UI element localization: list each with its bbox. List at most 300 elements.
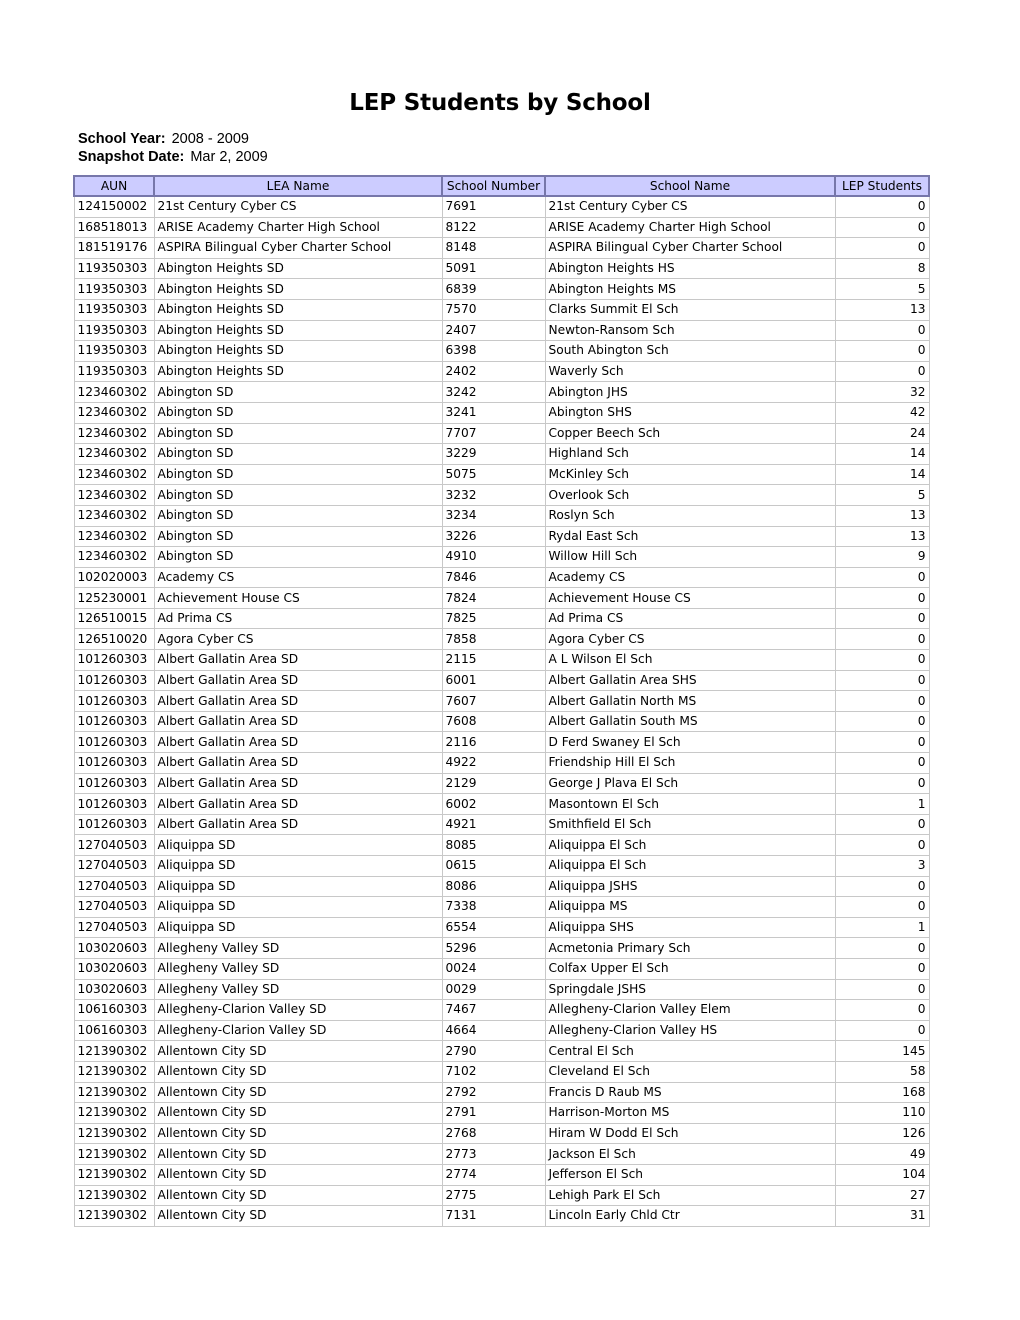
school-name-cell: Hiram W Dodd El Sch [545,1123,835,1144]
table-row [74,1020,929,1041]
lea-name-cell: Allentown City SD [154,1185,442,1206]
school-number-cell: 0615 [442,856,545,877]
aun-cell: 121390302 [74,1082,154,1103]
lea-name-cell: Allentown City SD [154,1206,442,1227]
lep-students-cell: 0 [835,238,929,259]
school-name-cell: Colfax Upper El Sch [545,958,835,979]
aun-cell: 119350303 [74,361,154,382]
table-row [74,629,929,650]
lea-name-cell: Albert Gallatin Area SD [154,650,442,671]
aun-cell: 123460302 [74,382,154,403]
lea-name-cell: Allentown City SD [154,1082,442,1103]
table-row [74,753,929,774]
aun-cell: 101260303 [74,753,154,774]
table-row [74,711,929,732]
school-number-cell: 3229 [442,444,545,465]
school-name-cell: Allegheny-Clarion Valley Elem [545,1000,835,1021]
table-row [74,238,929,259]
lep-students-cell: 24 [835,423,929,444]
lea-name-cell: Allentown City SD [154,1123,442,1144]
school-number-cell: 4922 [442,753,545,774]
lep-students-cell: 13 [835,299,929,320]
table-row [74,1144,929,1165]
lep-students-cell: 31 [835,1206,929,1227]
school-number-cell: 2407 [442,320,545,341]
table-row [74,917,929,938]
school-name-cell: Clarks Summit El Sch [545,299,835,320]
school-number-cell: 7570 [442,299,545,320]
lea-name-cell: Aliquippa SD [154,876,442,897]
school-number-cell: 7691 [442,196,545,217]
table-row [74,299,929,320]
lea-name-cell: Aliquippa SD [154,856,442,877]
school-number-cell: 0029 [442,979,545,1000]
snapshot-date-label: Snapshot Date: [78,149,185,165]
school-name-cell: Albert Gallatin South MS [545,711,835,732]
lea-name-cell: Albert Gallatin Area SD [154,691,442,712]
aun-cell: 123460302 [74,444,154,465]
aun-cell: 123460302 [74,505,154,526]
lep-students-cell: 0 [835,979,929,1000]
school-number-cell: 2116 [442,732,545,753]
school-name-cell: D Ferd Swaney El Sch [545,732,835,753]
school-name-cell: McKinley Sch [545,464,835,485]
lea-name-cell: Abington SD [154,526,442,547]
school-name-cell: Smithfield El Sch [545,814,835,835]
lep-students-cell: 0 [835,814,929,835]
table-row [74,835,929,856]
school-number-cell: 4664 [442,1020,545,1041]
lea-name-cell: Allegheny Valley SD [154,938,442,959]
table-row [74,382,929,403]
lea-name-cell: Abington Heights SD [154,361,442,382]
school-year-value: 2008 - 2009 [171,131,249,147]
lep-students-cell: 5 [835,279,929,300]
lea-name-cell: Allentown City SD [154,1061,442,1082]
aun-cell: 127040503 [74,917,154,938]
school-name-cell: South Abington Sch [545,341,835,362]
school-name-cell: Friendship Hill El Sch [545,753,835,774]
lep-students-cell: 0 [835,711,929,732]
table-row [74,608,929,629]
school-number-cell: 7824 [442,588,545,609]
school-number-cell: 7338 [442,897,545,918]
column-header-aun: AUN [74,176,154,196]
aun-cell: 123460302 [74,526,154,547]
lep-students-cell: 0 [835,670,929,691]
table-row [74,485,929,506]
table-row [74,856,929,877]
lea-name-cell: Abington Heights SD [154,320,442,341]
table-row [74,1123,929,1144]
school-name-cell: Springdale JSHS [545,979,835,1000]
school-name-cell: Francis D Raub MS [545,1082,835,1103]
school-number-cell: 6002 [442,794,545,815]
lep-students-cell: 0 [835,650,929,671]
school-number-cell: 0024 [442,958,545,979]
school-name-cell: Abington JHS [545,382,835,403]
table-row [74,1000,929,1021]
table-row [74,217,929,238]
lea-name-cell: Abington SD [154,505,442,526]
aun-cell: 123460302 [74,402,154,423]
table-row [74,361,929,382]
aun-cell: 123460302 [74,485,154,506]
school-number-cell: 5296 [442,938,545,959]
lep-students-cell: 32 [835,382,929,403]
table-row [74,897,929,918]
aun-cell: 123460302 [74,547,154,568]
lea-name-cell: Abington SD [154,547,442,568]
school-name-cell: Masontown El Sch [545,794,835,815]
lea-name-cell: Abington SD [154,485,442,506]
aun-cell: 106160303 [74,1020,154,1041]
lea-name-cell: Aliquippa SD [154,897,442,918]
school-number-cell: 4921 [442,814,545,835]
school-name-cell: Lehigh Park El Sch [545,1185,835,1206]
aun-cell: 101260303 [74,794,154,815]
school-number-cell: 2115 [442,650,545,671]
table-row [74,691,929,712]
lep-students-cell: 42 [835,402,929,423]
school-name-cell: ARISE Academy Charter High School [545,217,835,238]
lep-students-cell: 0 [835,773,929,794]
table-row [74,423,929,444]
lea-name-cell: Aliquippa SD [154,917,442,938]
school-name-cell: George J Plava El Sch [545,773,835,794]
school-number-cell: 3241 [442,402,545,423]
lep-students-cell: 0 [835,732,929,753]
lep-students-cell: 14 [835,464,929,485]
lep-students-cell: 14 [835,444,929,465]
aun-cell: 101260303 [74,773,154,794]
table-row [74,650,929,671]
school-number-cell: 8086 [442,876,545,897]
table-row [74,258,929,279]
table-row [74,526,929,547]
lep-students-cell: 58 [835,1061,929,1082]
lep-students-cell: 0 [835,691,929,712]
lea-name-cell: Albert Gallatin Area SD [154,814,442,835]
school-name-cell: Albert Gallatin North MS [545,691,835,712]
table-row [74,464,929,485]
table-row [74,279,929,300]
lep-students-cell: 49 [835,1144,929,1165]
school-name-cell: Jefferson El Sch [545,1164,835,1185]
table-row [74,588,929,609]
table-row [74,196,929,217]
school-name-cell: ASPIRA Bilingual Cyber Charter School [545,238,835,259]
column-header-lep-students: LEP Students [835,176,929,196]
school-number-cell: 2773 [442,1144,545,1165]
lea-name-cell: Abington SD [154,423,442,444]
lea-name-cell: Abington Heights SD [154,258,442,279]
lea-name-cell: Albert Gallatin Area SD [154,732,442,753]
lep-students-cell: 3 [835,856,929,877]
school-number-cell: 7858 [442,629,545,650]
school-name-cell: Jackson El Sch [545,1144,835,1165]
school-name-cell: Agora Cyber CS [545,629,835,650]
aun-cell: 119350303 [74,279,154,300]
school-number-cell: 7825 [442,608,545,629]
school-name-cell: Ad Prima CS [545,608,835,629]
aun-cell: 101260303 [74,670,154,691]
aun-cell: 121390302 [74,1206,154,1227]
school-number-cell: 7102 [442,1061,545,1082]
lep-students-table [73,175,930,1227]
lea-name-cell: ASPIRA Bilingual Cyber Charter School [154,238,442,259]
school-name-cell: Willow Hill Sch [545,547,835,568]
lea-name-cell: Abington SD [154,402,442,423]
lea-name-cell: Allegheny-Clarion Valley SD [154,1000,442,1021]
lep-students-cell: 9 [835,547,929,568]
table-row [74,1041,929,1062]
lea-name-cell: Allentown City SD [154,1041,442,1062]
school-name-cell: Harrison-Morton MS [545,1103,835,1124]
table-row [74,1164,929,1185]
school-name-cell: Albert Gallatin Area SHS [545,670,835,691]
table-row [74,402,929,423]
school-name-cell: Abington SHS [545,402,835,423]
lea-name-cell: Abington SD [154,464,442,485]
aun-cell: 103020603 [74,938,154,959]
school-number-cell: 2790 [442,1041,545,1062]
school-name-cell: Lincoln Early Chld Ctr [545,1206,835,1227]
table-row [74,1185,929,1206]
lep-students-cell: 0 [835,876,929,897]
school-number-cell: 4910 [442,547,545,568]
lep-students-cell: 27 [835,1185,929,1206]
lep-students-cell: 0 [835,629,929,650]
aun-cell: 121390302 [74,1185,154,1206]
aun-cell: 126510020 [74,629,154,650]
lea-name-cell: Abington SD [154,382,442,403]
school-number-cell: 6839 [442,279,545,300]
table-row [74,320,929,341]
school-name-cell: Aliquippa SHS [545,917,835,938]
school-number-cell: 3234 [442,505,545,526]
school-number-cell: 2791 [442,1103,545,1124]
lea-name-cell: Achievement House CS [154,588,442,609]
lea-name-cell: Allegheny Valley SD [154,958,442,979]
lep-students-cell: 0 [835,217,929,238]
lep-students-cell: 110 [835,1103,929,1124]
lea-name-cell: Abington Heights SD [154,279,442,300]
aun-cell: 103020603 [74,958,154,979]
school-name-cell: Newton-Ransom Sch [545,320,835,341]
aun-cell: 127040503 [74,876,154,897]
school-number-cell: 2402 [442,361,545,382]
table-row [74,814,929,835]
school-name-cell: Aliquippa MS [545,897,835,918]
school-number-cell: 8122 [442,217,545,238]
lep-students-cell: 0 [835,341,929,362]
aun-cell: 126510015 [74,608,154,629]
column-header-lea-name: LEA Name [154,176,442,196]
table-row [74,773,929,794]
school-number-cell: 3242 [442,382,545,403]
table-row [74,1103,929,1124]
aun-cell: 121390302 [74,1041,154,1062]
school-number-cell: 6001 [442,670,545,691]
lep-students-cell: 0 [835,567,929,588]
lep-students-cell: 0 [835,361,929,382]
lep-students-cell: 8 [835,258,929,279]
table-row [74,979,929,1000]
table-row [74,958,929,979]
lea-name-cell: Albert Gallatin Area SD [154,711,442,732]
aun-cell: 121390302 [74,1144,154,1165]
school-number-cell: 7467 [442,1000,545,1021]
lea-name-cell: Agora Cyber CS [154,629,442,650]
lep-students-cell: 0 [835,608,929,629]
aun-cell: 127040503 [74,856,154,877]
school-number-cell: 7707 [442,423,545,444]
school-name-cell: Roslyn Sch [545,505,835,526]
aun-cell: 121390302 [74,1061,154,1082]
school-name-cell: Cleveland El Sch [545,1061,835,1082]
aun-cell: 119350303 [74,299,154,320]
school-name-cell: Rydal East Sch [545,526,835,547]
table-row [74,1206,929,1227]
page-title: LEP Students by School [349,90,651,116]
aun-cell: 106160303 [74,1000,154,1021]
lep-students-cell: 13 [835,505,929,526]
aun-cell: 102020003 [74,567,154,588]
aun-cell: 181519176 [74,238,154,259]
lea-name-cell: Abington Heights SD [154,341,442,362]
school-number-cell: 7846 [442,567,545,588]
aun-cell: 121390302 [74,1123,154,1144]
lep-students-cell: 145 [835,1041,929,1062]
aun-cell: 168518013 [74,217,154,238]
table-row [74,1082,929,1103]
school-name-cell: Abington Heights MS [545,279,835,300]
aun-cell: 101260303 [74,711,154,732]
lea-name-cell: Allegheny-Clarion Valley SD [154,1020,442,1041]
aun-cell: 119350303 [74,320,154,341]
school-number-cell: 2774 [442,1164,545,1185]
table-row [74,341,929,362]
table-row [74,794,929,815]
column-header-school-number: School Number [442,176,545,196]
table-row [74,567,929,588]
lea-name-cell: Allentown City SD [154,1164,442,1185]
school-name-cell: Copper Beech Sch [545,423,835,444]
lea-name-cell: ARISE Academy Charter High School [154,217,442,238]
lep-students-cell: 168 [835,1082,929,1103]
school-number-cell: 2768 [442,1123,545,1144]
school-number-cell: 2792 [442,1082,545,1103]
aun-cell: 119350303 [74,258,154,279]
aun-cell: 125230001 [74,588,154,609]
lea-name-cell: Academy CS [154,567,442,588]
aun-cell: 121390302 [74,1103,154,1124]
aun-cell: 124150002 [74,196,154,217]
aun-cell: 119350303 [74,341,154,362]
snapshot-date-value: Mar 2, 2009 [190,149,268,165]
school-name-cell: Academy CS [545,567,835,588]
school-name-cell: Aliquippa JSHS [545,876,835,897]
school-number-cell: 8085 [442,835,545,856]
lep-students-cell: 0 [835,1000,929,1021]
table-body [74,196,929,1226]
lep-students-cell: 0 [835,958,929,979]
school-number-cell: 7608 [442,711,545,732]
lea-name-cell: Albert Gallatin Area SD [154,670,442,691]
school-year-label: School Year: [78,131,166,147]
lea-name-cell: Abington SD [154,444,442,465]
aun-cell: 103020603 [74,979,154,1000]
school-number-cell: 6398 [442,341,545,362]
aun-cell: 127040503 [74,835,154,856]
lep-students-cell: 0 [835,835,929,856]
snapshot-date-line [78,149,268,165]
table-row [74,938,929,959]
lep-students-cell: 13 [835,526,929,547]
aun-cell: 121390302 [74,1164,154,1185]
lep-students-cell: 0 [835,1020,929,1041]
column-header-school-name: School Name [545,176,835,196]
school-name-cell: Achievement House CS [545,588,835,609]
school-name-cell: Aliquippa El Sch [545,856,835,877]
table-row [74,547,929,568]
lep-students-cell: 104 [835,1164,929,1185]
table-row [74,732,929,753]
school-number-cell: 3226 [442,526,545,547]
table-row [74,444,929,465]
table-row [74,876,929,897]
school-number-cell: 7131 [442,1206,545,1227]
school-name-cell: Abington Heights HS [545,258,835,279]
lep-students-cell: 126 [835,1123,929,1144]
lea-name-cell: Albert Gallatin Area SD [154,773,442,794]
lea-name-cell: Ad Prima CS [154,608,442,629]
school-name-cell: A L Wilson El Sch [545,650,835,671]
aun-cell: 101260303 [74,650,154,671]
lep-students-cell: 0 [835,938,929,959]
lep-students-cell: 0 [835,753,929,774]
school-name-cell: Central El Sch [545,1041,835,1062]
lea-name-cell: Abington Heights SD [154,299,442,320]
aun-cell: 123460302 [74,423,154,444]
lep-students-cell: 1 [835,917,929,938]
lea-name-cell: Albert Gallatin Area SD [154,794,442,815]
school-name-cell: Waverly Sch [545,361,835,382]
school-number-cell: 7607 [442,691,545,712]
table-header-row [74,176,929,196]
lep-students-cell: 0 [835,320,929,341]
lep-students-cell: 1 [835,794,929,815]
school-name-cell: 21st Century Cyber CS [545,196,835,217]
lea-name-cell: 21st Century Cyber CS [154,196,442,217]
school-name-cell: Acmetonia Primary Sch [545,938,835,959]
aun-cell: 101260303 [74,814,154,835]
school-number-cell: 8148 [442,238,545,259]
school-number-cell: 2775 [442,1185,545,1206]
aun-cell: 127040503 [74,897,154,918]
lep-students-cell: 0 [835,588,929,609]
school-name-cell: Overlook Sch [545,485,835,506]
table-row [74,505,929,526]
lea-name-cell: Allegheny Valley SD [154,979,442,1000]
school-number-cell: 5075 [442,464,545,485]
lep-students-cell: 0 [835,897,929,918]
lea-name-cell: Albert Gallatin Area SD [154,753,442,774]
table-row [74,1061,929,1082]
aun-cell: 101260303 [74,732,154,753]
aun-cell: 101260303 [74,691,154,712]
